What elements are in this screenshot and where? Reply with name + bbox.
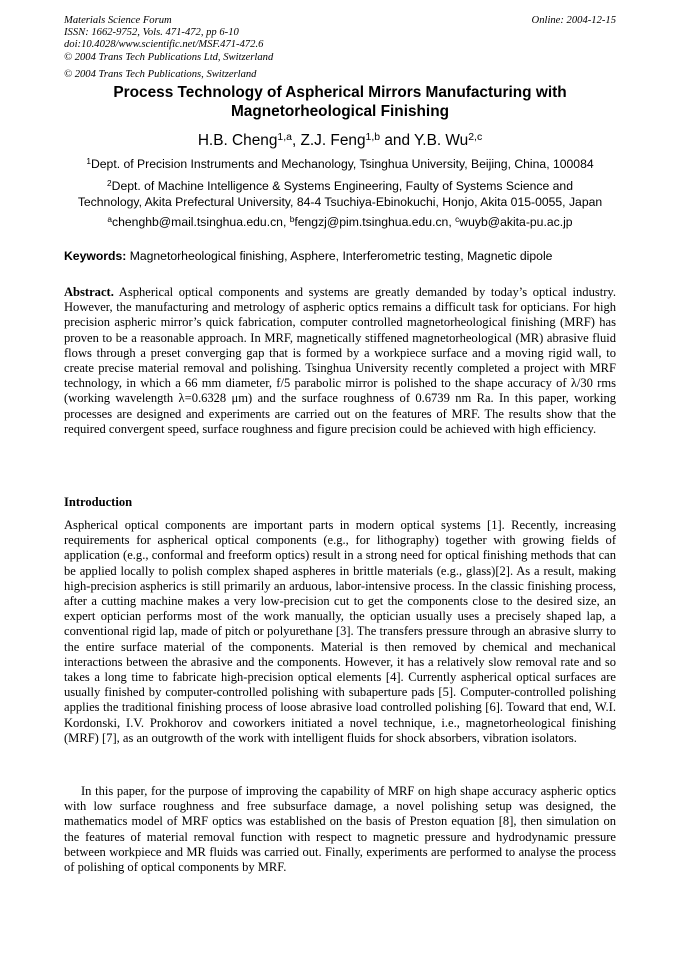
author-name: Y.B. Wu	[414, 132, 469, 149]
email-address[interactable]: wuyb@akita-pu.ac.jp	[459, 215, 573, 229]
affiliation-text-line-1: Dept. of Machine Intelligence & Systems Engineering, Faulty of Systems Science and	[111, 179, 573, 193]
email-superscript: b	[289, 214, 295, 225]
title-line-2: Magnetorheological Finishing	[230, 103, 450, 120]
abstract-label: Abstract.	[64, 285, 114, 299]
keywords-label: Keywords:	[64, 249, 127, 263]
author-superscript: 1,a	[277, 131, 292, 143]
affiliation-text: Dept. of Precision Instruments and Mechanology, Tsinghua University, Beijing, China, 100084	[90, 157, 594, 171]
email-separator: ,	[448, 215, 456, 229]
author-list	[64, 131, 616, 150]
introduction-paragraph-2: In this paper, for the purpose of improving the capability of MRF on high shape accuracy aspheric optics with low surface roughness and free subsurface damage, a novel polishing setup was designed, the mathematics model of MRF optics was established on the basis of Preston equation [8], then simulation on the features of material removal function with respect to magnetic pressure and hydrodynamic pressure between workpiece and MR fluids was carried out. Finally, experiments are performed to analyse the process of polishing of optical components by MRF.	[64, 784, 616, 875]
affiliation-1	[60, 157, 620, 173]
paper-title	[64, 83, 616, 121]
email-address[interactable]: fengzj@pim.tsinghua.edu.cn	[294, 215, 449, 229]
email-address[interactable]: chenghb@mail.tsinghua.edu.cn	[112, 215, 283, 229]
affiliation-superscript: 2	[107, 178, 112, 189]
email-separator: ,	[282, 215, 290, 229]
author-separator: and	[380, 132, 415, 149]
online-date: Online: 2004-12-15	[531, 15, 616, 26]
abstract-text: Aspherical optical components and systems are greatly demanded by today’s optical industry. However, the manufacturing and metrology of aspheric optics remains a difficult task for opticians. For high precision aspheric mirror’s quick fabrication, computer controlled magnetorheological finishing (MRF) has proven to be a reasonable approach. In MRF, magnetically stiffened magnetorheological (MR) abrasive fluid flows through a preset converging gap that is formed by a workpiece surface and a moving rigid wall, to create precise material removal and polishing. Tsinghua University recently completed a project with MRF technology, in which a 66 mm diameter, f/5 parabolic mirror is polished to the shape accuracy of λ/30 rms (working wavelength λ=0.6328 μm) and the surface roughness of 0.6739 nm Ra. In this paper, working processes are designed and experiments are carried out on the features of MRF. The results show that the required convergent speed, surface roughness and figure precision could be achieved with high efficiency.	[64, 285, 616, 436]
abstract	[64, 285, 616, 437]
title-line-1: Process Technology of Aspherical Mirrors Manufacturing with	[113, 84, 567, 101]
affiliation-superscript: 1	[86, 156, 91, 167]
email-superscript: c	[455, 214, 460, 225]
affiliation-text-line-2: Technology, Akita Prefectural University, 84-4 Tsuchiya-Ebinokuchi, Honjo, Akita 015-0055, Japan	[77, 194, 603, 209]
author-name: Z.J. Feng	[300, 132, 366, 149]
introduction-heading: Introduction	[64, 495, 133, 509]
journal-header	[64, 15, 616, 64]
email-list	[60, 215, 620, 231]
keywords	[64, 249, 616, 264]
copyright-line: © 2004 Trans Tech Publications, Switzerland	[64, 69, 257, 80]
author-name: H.B. Cheng	[197, 132, 278, 149]
introduction-paragraph-1: Aspherical optical components are important parts in modern optical systems [1]. Recently, increasing requirements for aspherical optical components (e.g., for lithography) together with growing fields of application (e.g., conformal and freeform optics) result in a strong need for optical finishing methods that can be applied locally to polish complex shaped aspheres in brittle materials (e.g., glass)[2]. As a result, making high-precision aspherics is still primarily an arduous, labor-intensive process. In the classic finishing process, after a cutting machine makes a very low-precision cut to get the components close to the desired size, an expert optician performs most of the work manually, the optician usually uses a precisely shaped lap, a conventional rigid lap, made of pitch or polyurethane [3]. The transfers pressure through an abrasive slurry to the entire surface material of the components. Material is then removed by chemical and mechanical interactions between the abrasive and the components. However, it has a relatively slow removal rate and so takes a long time to fabricate high-precision optical elements [4]. Currently aspherical optical surfaces are usually finished by computer-controlled polishing with subaperture pads [5]. Computer-controlled polishing applies the traditional finishing process of loose abrasive load controlled polishing [6]. Toward that end, W.I. Kordonski, I.V. Prokhorov and coworkers initiated a novel technique, i.e., magnetorheological finishing (MRF) [7], as an outgrowth of the work with intelligent fluids for shock absorbers, vibration isolators.	[64, 518, 616, 745]
keywords-text: Magnetorheological finishing, Asphere, Interferometric testing, Magnetic dipole	[126, 249, 553, 263]
author-superscript: 1,b	[365, 131, 381, 143]
journal-name: Materials Science Forum	[64, 15, 172, 26]
email-superscript: a	[107, 214, 113, 225]
issn-line: ISSN: 1662-9752, Vols. 471-472, pp 6-10	[64, 27, 239, 39]
publisher-copyright: © 2004 Trans Tech Publications Ltd, Switzerland	[64, 51, 274, 63]
doi-line: doi:10.4028/www.scientific.net/MSF.471-472.6	[64, 39, 264, 51]
author-superscript: 2,c	[468, 131, 483, 143]
author-separator: ,	[291, 132, 301, 149]
affiliation-2	[60, 179, 620, 210]
